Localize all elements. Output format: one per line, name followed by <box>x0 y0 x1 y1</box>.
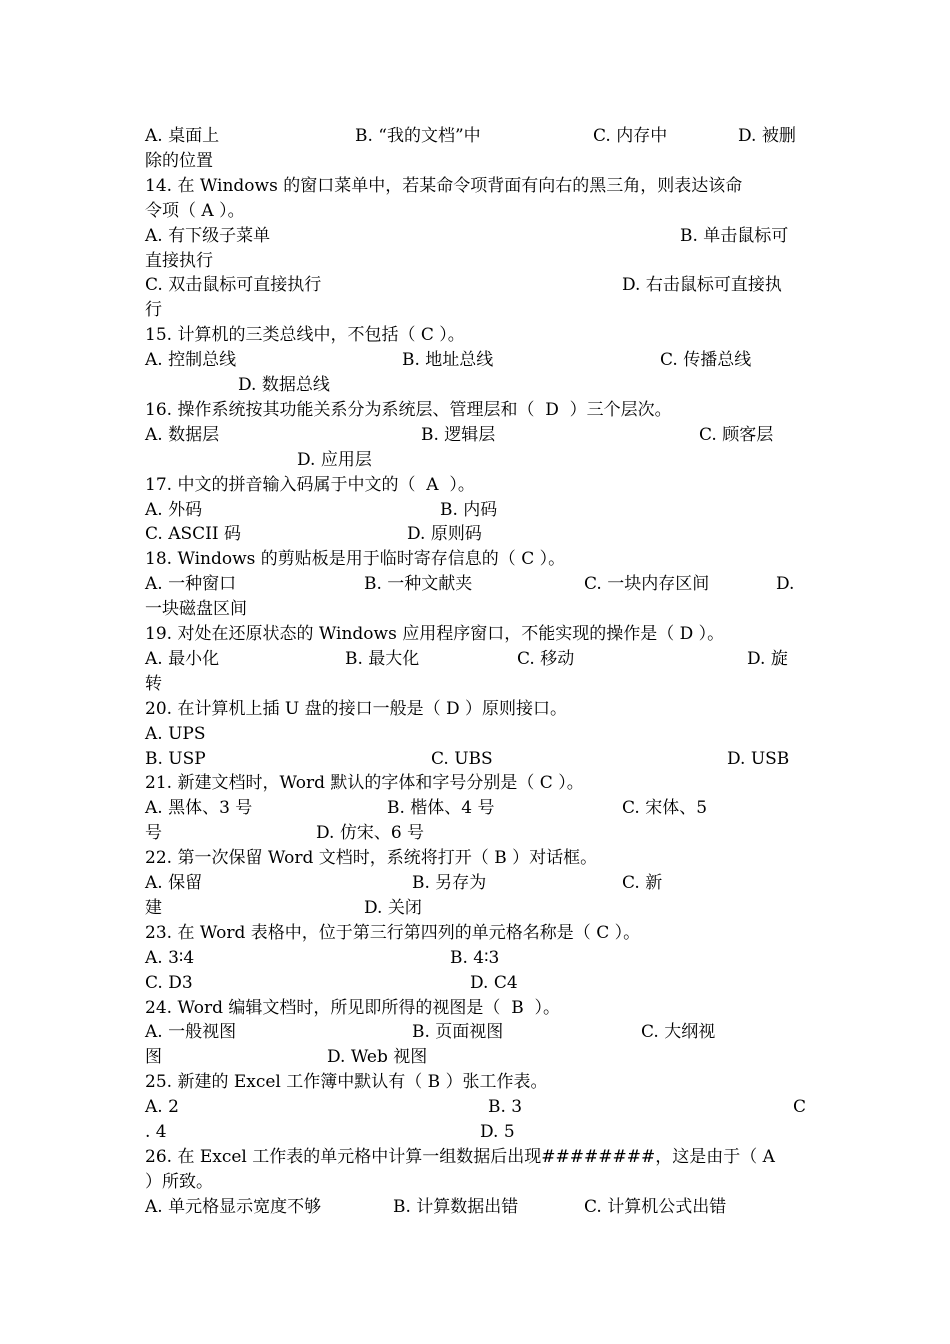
text-line-22-seg-1: A. 最小化 <box>145 648 220 669</box>
text-line-29-seg-2: D. 仿宋、6 号 <box>316 823 425 844</box>
text-line-40-seg-3: C <box>793 1097 807 1118</box>
text-line-44-seg-3: C. 计算机公式出错 <box>584 1196 727 1217</box>
text-line-18: 18. Windows 的剪贴板是用于临时寄存信息的（ C ）。 <box>145 549 566 570</box>
text-line-34-seg-2: B. 4∶3 <box>450 947 500 968</box>
text-line-1-seg-3: C. 内存中 <box>593 126 668 146</box>
text-line-22-seg-3: C. 移动 <box>517 648 575 669</box>
text-line-14: D. 应用层 <box>297 449 372 470</box>
text-line-37-seg-3: C. 大纲视 <box>641 1022 716 1043</box>
text-line-17-seg-2: D. 原则码 <box>407 524 482 545</box>
text-line-22-seg-4: D. 旋 <box>747 648 788 669</box>
text-line-31-seg-3: C. 新 <box>622 873 663 893</box>
text-line-40-seg-1: A. 2 <box>145 1097 179 1118</box>
text-line-5-seg-1: A. 有下级子菜单 <box>145 225 271 246</box>
text-line-31-seg-2: B. 另存为 <box>412 873 487 893</box>
text-line-12: 16. 操作系统按其功能关系分为系统层、管理层和（ D ）三个层次。 <box>145 399 672 420</box>
text-line-1-seg-4: D. 被删 <box>738 126 796 146</box>
text-line-33: 23. 在 Word 表格中，位于第三行第四列的单元格名称是（ C ）。 <box>145 922 641 943</box>
text-line-19-seg-4: D. <box>776 574 795 595</box>
text-line-27: 21. 新建文档时，Word 默认的字体和字号分别是（ C ）。 <box>145 773 584 794</box>
text-line-37-seg-1: A. 一般视图 <box>145 1022 237 1043</box>
text-line-32-seg-2: D. 关闭 <box>364 897 422 918</box>
text-line-10-seg-1: A. 控制总线 <box>145 350 237 371</box>
text-line-44-seg-2: B. 计算数据出错 <box>393 1196 519 1217</box>
text-line-20: 一块磁盘区间 <box>145 599 247 620</box>
text-line-10-seg-2: B. 地址总线 <box>402 350 494 371</box>
text-line-28-seg-2: B. 楷体、4 号 <box>387 798 495 819</box>
text-line-22-seg-2: B. 最大化 <box>345 648 420 669</box>
text-line-13-seg-2: B. 逻辑层 <box>421 424 496 445</box>
text-line-35-seg-2: D. C4 <box>470 972 518 993</box>
text-line-1-seg-2: B. “我的文档”中 <box>355 126 481 146</box>
text-line-25: A. UPS <box>145 723 206 744</box>
text-line-16-seg-1: A. 外码 <box>145 499 203 520</box>
text-line-44-seg-1: A. 单元格显示宽度不够 <box>145 1196 322 1217</box>
text-line-40-seg-2: B. 3 <box>488 1097 523 1118</box>
text-line-10-seg-3: C. 传播总线 <box>660 350 752 371</box>
text-line-28-seg-3: C. 宋体、5 <box>622 798 708 819</box>
text-line-38-seg-2: D. Web 视图 <box>327 1047 428 1068</box>
text-line-7-seg-1: C. 双击鼠标可直接执行 <box>145 275 322 296</box>
text-line-1-seg-1: A. 桌面上 <box>145 126 220 146</box>
text-line-3: 14. 在 Windows 的窗口菜单中，若某命令项背面有向右的黑三角，则表达该命 <box>145 175 743 196</box>
text-line-7-seg-2: D. 右击鼠标可直接执 <box>622 275 782 296</box>
text-line-19-seg-2: B. 一种文献夹 <box>364 574 473 595</box>
text-line-37-seg-2: B. 页面视图 <box>412 1022 504 1043</box>
text-line-21: 19. 对处在还原状态的 Windows 应用程序窗口，不能实现的操作是（ D ）。 <box>145 624 725 644</box>
text-line-9: 15. 计算机的三类总线中，不包括（ C ）。 <box>145 325 465 346</box>
text-line-26-seg-3: D. USB <box>727 748 790 769</box>
text-line-43: ）所致。 <box>145 1171 213 1192</box>
text-line-26-seg-2: C. UBS <box>431 748 493 769</box>
text-line-30: 22. 第一次保留 Word 文档时，系统将打开（ B ）对话框。 <box>145 848 598 869</box>
text-line-4: 令项（ A ）。 <box>145 200 245 221</box>
text-line-41-seg-2: D. 5 <box>480 1122 515 1142</box>
text-line-39: 25. 新建的 Excel 工作簿中默认有（ B ）张工作表。 <box>145 1072 548 1093</box>
text-line-38-seg-1: 图 <box>145 1047 162 1068</box>
text-line-31-seg-1: A. 保留 <box>145 873 203 893</box>
text-line-15: 17. 中文的拼音输入码属于中文的（ A ）。 <box>145 474 475 495</box>
text-line-23: 转 <box>145 673 162 694</box>
text-line-36: 24. Word 编辑文档时，所见即所得的视图是（ B ）。 <box>145 997 561 1018</box>
text-line-2: 除的位置 <box>145 150 213 171</box>
text-line-35-seg-1: C. D3 <box>145 972 193 993</box>
text-line-34-seg-1: A. 3∶4 <box>145 947 195 968</box>
text-line-13-seg-3: C. 顾客层 <box>699 424 774 445</box>
text-line-19-seg-1: A. 一种窗口 <box>145 574 237 595</box>
text-line-6: 直接执行 <box>145 250 213 271</box>
text-line-29-seg-1: 号 <box>145 823 162 844</box>
text-line-5-seg-2: B. 单击鼠标可 <box>680 225 789 246</box>
text-line-11: D. 数据总线 <box>238 375 330 395</box>
text-line-42: 26. 在 Excel 工作表的单元格中计算一组数据后出现########，这是由于（ A <box>145 1146 775 1167</box>
text-line-24: 20. 在计算机上插 U 盘的接口一般是（ D ）原则接口。 <box>145 698 568 719</box>
text-line-41-seg-1: . 4 <box>145 1122 167 1142</box>
text-line-26-seg-1: B. USP <box>145 748 206 769</box>
text-line-13-seg-1: A. 数据层 <box>145 424 220 445</box>
text-line-16-seg-2: B. 内码 <box>440 499 498 520</box>
text-line-28-seg-1: A. 黑体、3 号 <box>145 798 253 819</box>
text-line-32-seg-1: 建 <box>145 897 162 918</box>
text-line-17-seg-1: C. ASCII 码 <box>145 524 241 545</box>
text-line-19-seg-3: C. 一块内存区间 <box>584 574 710 595</box>
text-line-8: 行 <box>145 300 162 321</box>
